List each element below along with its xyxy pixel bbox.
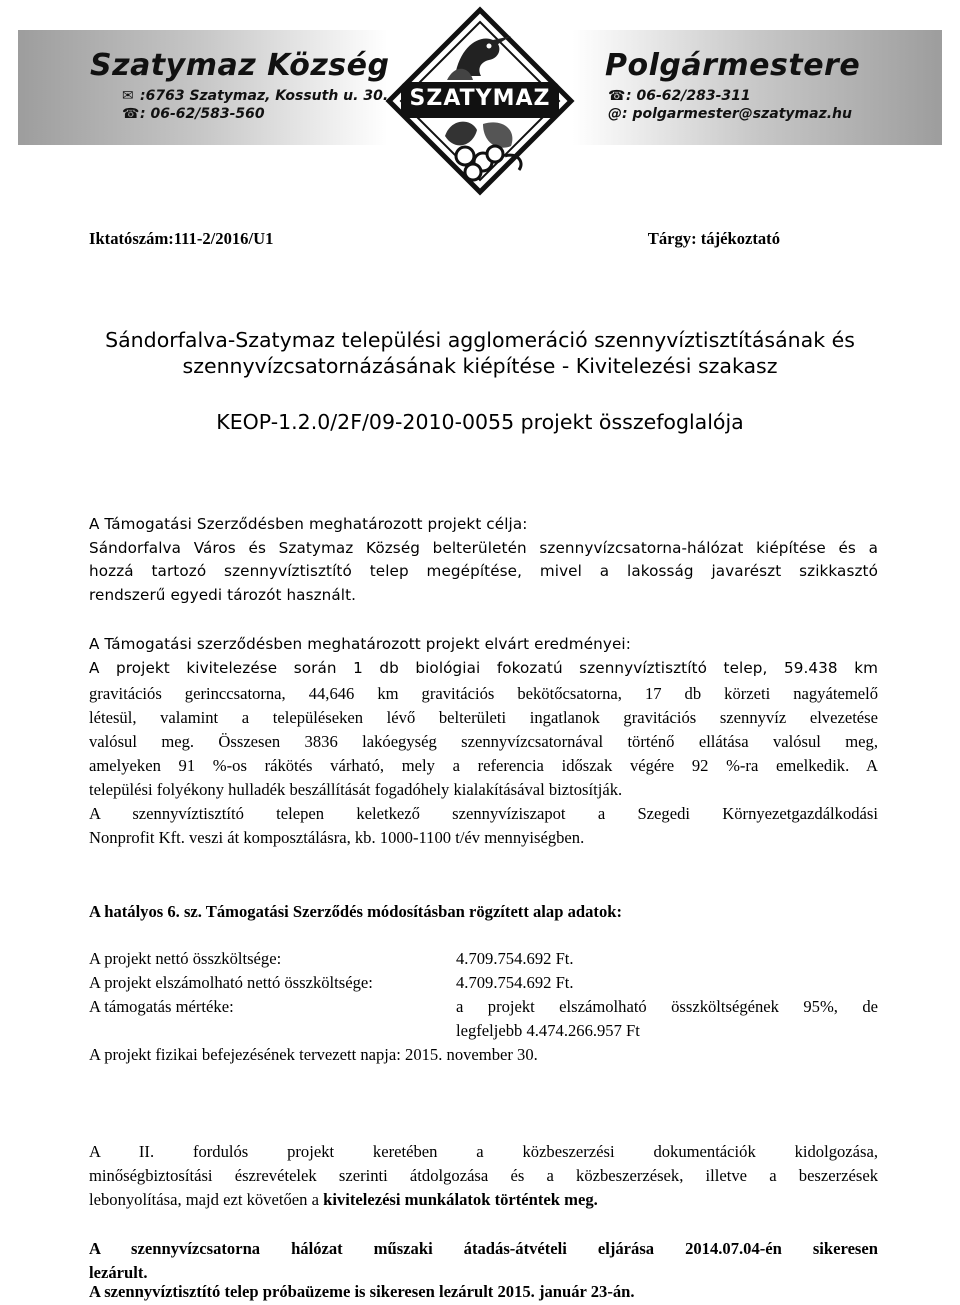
letterhead	[0, 0, 960, 200]
municipality-phone: ☎: 06-62/583-560	[122, 106, 265, 122]
phone-icon: ☎	[122, 106, 140, 122]
completion-date: A projekt fizikai befejezésének tervezett napja: 2015. november 30.	[89, 1045, 538, 1064]
net-cost-label: A projekt nettó összköltsége:	[89, 949, 282, 968]
eligible-cost-value: 4.709.754.692 Ft.	[456, 973, 574, 992]
mayor-email: @: polgarmester@szatymaz.hu	[608, 106, 852, 122]
phase2-line-1: A II. fordulós projekt keretében a közbeszerzési dokumentációk kidolgozása,	[89, 1142, 878, 1161]
phase2-line-3: lebonyolítása, majd ezt követően a kivitelezési munkálatok történtek meg.	[89, 1190, 598, 1209]
mayor-title: Polgármestere	[605, 48, 861, 83]
support-value-line-1: a projekt elszámolható összköltségének 95%, de	[456, 997, 878, 1016]
document-title-line-2: szennyvízcsatornázásának kiépítése - Kivitelezési szakasz	[182, 354, 778, 378]
municipality-title: Szatymaz Község	[90, 48, 390, 83]
closing-line-1: A szennyvízcsatorna hálózat műszaki átadás-átvételi eljárása 2014.07.04-én sikeresen	[89, 1239, 878, 1258]
closing-line-2: lezárult.	[89, 1263, 148, 1282]
results-line-2: gravitációs gerinccsatorna, 44,646 km gravitációs bekötőcsatorna, 17 db körzeti nagyátemelő	[89, 684, 878, 703]
goal-line-2: hozzá tartozó szennyvíztisztító telep megépítése, mivel a lakosság javarészt szikkasztó	[89, 562, 878, 580]
results-line-7: A szennyvíztisztító telepen keletkező szennyvíziszapot a Szegedi Környezetgazdálkodási	[89, 804, 878, 823]
results-line-3: létesül, valamint a településeken lévő belterületi ingatlanok gravitációs szennyvíz elvezetése	[89, 708, 878, 727]
eligible-cost-label: A projekt elszámolható nettó összköltsége:	[89, 973, 373, 992]
goal-heading: A Támogatási Szerződésben meghatározott projekt célja:	[89, 515, 528, 533]
results-line-1: A projekt kivitelezése során 1 db biológiai fokozatú szennyvíztisztító telep, 59.438 km	[89, 659, 878, 677]
envelope-icon: ✉	[122, 88, 134, 104]
basic-data-heading: A hatályos 6. sz. Támogatási Szerződés módosításban rögzített alap adatok:	[89, 902, 622, 921]
results-line-6: települési folyékony hulladék beszállítását fogadóhely kialakításával biztosítják.	[89, 780, 623, 799]
crest-name: SZATYMAZ	[409, 86, 551, 111]
net-cost-value: 4.709.754.692 Ft.	[456, 949, 574, 968]
municipality-address: ✉ :6763 Szatymaz, Kossuth u. 30.	[122, 88, 389, 104]
subject: Tárgy: tájékoztató	[647, 229, 780, 248]
goal-line-3: rendszerű egyedi tározót használt.	[89, 586, 357, 604]
phase2-line-2: minőségbiztosítási észrevételek szerinti átdolgozása és a közbeszerzések, illetve a beszerzések	[89, 1166, 878, 1185]
document-title-line-1: Sándorfalva-Szatymaz települési agglomeráció szennyvíztisztításának és	[105, 328, 855, 352]
results-line-5: amelyeken 91 %-os rákötés várható, mely a referencia időszak végére 92 %-ra emelkedik. A	[89, 756, 878, 775]
results-line-8: Nonprofit Kft. veszi át komposztálásra, kb. 1000-1100 t/év mennyiségben.	[89, 828, 585, 847]
document-title-line-3: KEOP-1.2.0/2F/09-2010-0055 projekt összefoglalója	[216, 410, 744, 434]
file-number: Iktatószám:111-2/2016/U1	[89, 229, 274, 248]
phone-icon: ☎	[608, 88, 626, 104]
phase2-line-3-bold: kivitelezési munkálatok történtek meg.	[323, 1190, 598, 1209]
results-line-4: valósul meg. Összesen 3836 lakóegység szennyvízcsatornával történő ellátása valósul meg,	[89, 732, 878, 751]
goal-line-1: Sándorfalva Város és Szatymaz Község belterületén szennyvízcsatorna-hálózat kiépítése és a	[89, 539, 878, 557]
closing-line-3: A szennyvíztisztító telep próbaüzeme is sikeresen lezárult 2015. január 23-án.	[89, 1282, 635, 1301]
mayor-phone: ☎: 06-62/283-311	[608, 88, 751, 104]
support-value-line-2: legfeljebb 4.474.266.957 Ft	[456, 1021, 640, 1040]
results-heading: A Támogatási szerződésben meghatározott projekt elvárt eredményei:	[89, 635, 631, 653]
support-label: A támogatás mértéke:	[89, 997, 234, 1016]
